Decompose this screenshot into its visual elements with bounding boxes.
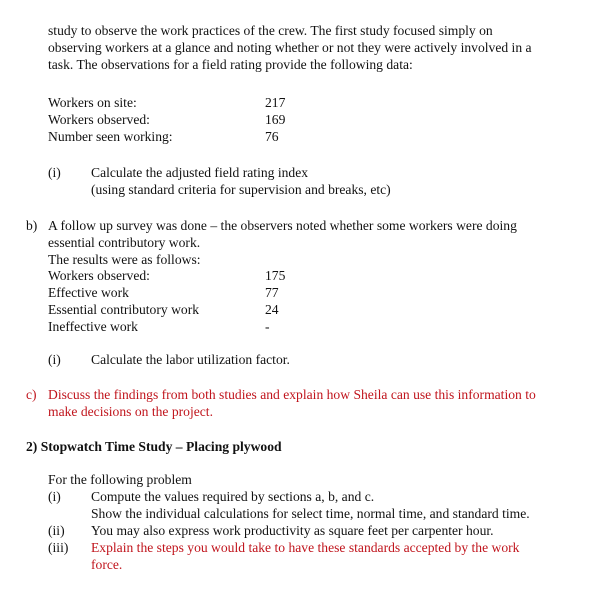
field-rating-label-2: Workers observed: — [48, 112, 150, 127]
part-a-item-line-2: (using standard criteria for supervision and breaks, etc) — [91, 182, 391, 197]
part-b-line-3: The results were as follows: — [48, 252, 201, 267]
part-b-row-label-1: Workers observed: — [48, 268, 150, 283]
field-rating-value-2: 169 — [265, 112, 286, 127]
intro-line-2: observing workers at a glance and noting whether or not they were actively involved in a — [48, 40, 532, 55]
field-rating-label-1: Workers on site: — [48, 95, 137, 110]
part-b-item-text: Calculate the labor utilization factor. — [91, 352, 290, 367]
section-2-item-3-line-2: force. — [91, 557, 123, 572]
part-c-line-2: make decisions on the project. — [48, 404, 213, 419]
part-c-label: c) — [26, 387, 37, 402]
part-b-line-2: essential contributory work. — [48, 235, 201, 250]
part-a-item-line-1: Calculate the adjusted field rating index — [91, 165, 309, 180]
part-b-row-label-3: Essential contributory work — [48, 302, 200, 317]
section-2-item-3-number: (iii) — [48, 540, 69, 555]
section-2-item-1-line-2: Show the individual calculations for select time, normal time, and standard time. — [91, 506, 530, 521]
field-rating-value-1: 217 — [265, 95, 286, 110]
section-2-item-1-number: (i) — [48, 489, 61, 504]
part-b-item-number: (i) — [48, 352, 61, 367]
part-c-line-1: Discuss the findings from both studies and explain how Sheila can use this information to — [48, 387, 536, 402]
section-2-item-1-line-1: Compute the values required by sections a, b, and c. — [91, 489, 375, 504]
part-b-line-1: A follow up survey was done – the observers noted whether some workers were doing — [48, 218, 517, 233]
section-2-heading: 2) Stopwatch Time Study – Placing plywood — [26, 439, 282, 454]
part-b-row-label-4: Ineffective work — [48, 319, 138, 334]
part-b-row-value-1: 175 — [265, 268, 286, 283]
part-b-row-value-2: 77 — [265, 285, 279, 300]
section-2-item-2-line-1: You may also express work productivity as square feet per carpenter hour. — [91, 523, 494, 538]
section-2-intro: For the following problem — [48, 472, 192, 487]
intro-line-1: study to observe the work practices of the crew. The first study focused simply on — [48, 23, 493, 38]
part-a-item-number: (i) — [48, 165, 61, 180]
section-2-item-2-number: (ii) — [48, 523, 65, 538]
part-b-row-value-3: 24 — [265, 302, 279, 317]
field-rating-label-3: Number seen working: — [48, 129, 173, 144]
section-2-item-3-line-1: Explain the steps you would take to have these standards accepted by the work — [91, 540, 520, 555]
part-b-label: b) — [26, 218, 38, 233]
part-b-row-value-4: - — [265, 319, 270, 334]
intro-line-3: task. The observations for a field rating provide the following data: — [48, 57, 413, 72]
field-rating-value-3: 76 — [265, 129, 279, 144]
part-b-row-label-2: Effective work — [48, 285, 129, 300]
